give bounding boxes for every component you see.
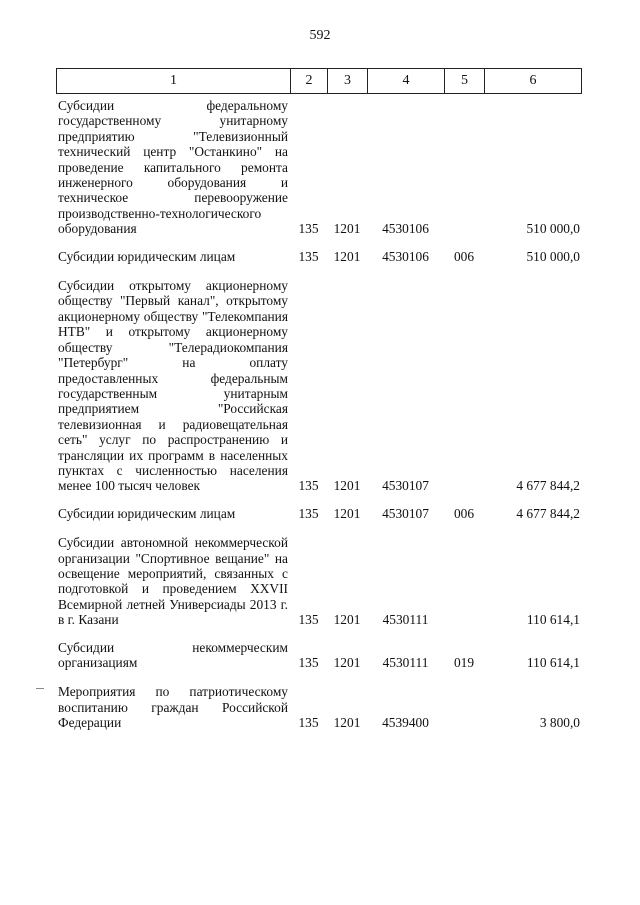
row-col-2: 135 [298, 478, 319, 494]
row-col-2: 135 [298, 655, 319, 670]
row-col-3: 1201 [333, 478, 361, 494]
row-col-6: 110 614,1 [526, 655, 580, 670]
row-col-5: 006 [453, 505, 475, 521]
header-col-1: 1 [57, 69, 291, 93]
row-col-3: 1201 [333, 221, 361, 237]
row-col-6: 510 000,0 [526, 248, 580, 264]
row-description: Мероприятия по патриотическому воспитанию граждан Российской Федерации [58, 684, 288, 731]
row-col-4: 4530111 [382, 612, 429, 628]
header-col-4: 4 [368, 69, 445, 93]
row-col-5: 019 [453, 655, 475, 670]
row-col-3: 1201 [333, 505, 361, 521]
table-row [56, 249, 580, 264]
row-description: Субсидии юридическим лицам [58, 248, 236, 264]
row-col-6: 510 000,0 [526, 221, 580, 237]
table-row [56, 535, 580, 627]
table-row [56, 640, 580, 671]
row-col-3: 1201 [333, 655, 361, 670]
row-col-6: 110 614,1 [526, 612, 580, 628]
page-number: 592 [309, 28, 331, 43]
header-col-3: 3 [328, 69, 368, 93]
row-col-2: 135 [298, 612, 319, 628]
table-row [56, 684, 580, 730]
row-col-4: 4539400 [382, 715, 429, 731]
row-description: Субсидии некоммерческим организациям [58, 639, 288, 670]
row-col-4: 4530107 [382, 505, 429, 521]
row-col-6: 3 800,0 [539, 715, 580, 731]
row-col-2: 135 [298, 221, 319, 237]
table-header [56, 68, 582, 94]
row-col-3: 1201 [333, 715, 361, 731]
row-description: Субсидии автономной некоммерческой организации "Спортивное вещание" на освещение мероприятий, связанных с подготовкой и проведением XXVII Всемирной летней Универсиады 2013 г. в г. Казани [58, 535, 288, 628]
header-col-2: 2 [291, 69, 328, 93]
row-col-4: 4530111 [382, 655, 429, 670]
table-row [56, 506, 580, 521]
row-description: Субсидии федеральному государственному унитарному предприятию "Телевизионный технический центр "Останкино" на проведение капитального ремонта инженерного оборудования и техническое перевооружение производственно-технологического оборудования [58, 98, 288, 237]
row-col-6: 4 677 844,2 [516, 505, 580, 521]
row-col-4: 4530106 [382, 221, 429, 237]
row-col-3: 1201 [333, 248, 361, 264]
header-col-6: 6 [529, 73, 537, 88]
table-row [56, 278, 580, 494]
row-col-4: 4530106 [382, 248, 429, 264]
row-col-3: 1201 [333, 612, 361, 628]
row-col-4: 4530107 [382, 478, 429, 494]
row-col-2: 135 [298, 248, 319, 264]
row-col-6: 4 677 844,2 [516, 478, 580, 494]
margin-mark [36, 688, 44, 689]
table-row [56, 98, 580, 237]
row-description: Субсидии открытому акционерному обществу "Первый канал", открытому акционерному обществу "Телекомпания НТВ" и открытому акционерному обществу "Телерадиокомпания "Петербург" на оплату предоставленных федеральным государственным унитарным предприятием "Российская телевизионная и радиовещательная сеть" услуг по распространению и трансляции их программ в населенных пунктах с численностью населения менее 100 тысяч человек [58, 278, 288, 494]
header-col-5: 5 [445, 69, 485, 93]
row-col-2: 135 [298, 505, 319, 521]
table-body [56, 98, 580, 741]
row-col-2: 135 [298, 715, 319, 731]
row-col-5: 006 [453, 248, 475, 264]
row-description: Субсидии юридическим лицам [58, 505, 236, 521]
